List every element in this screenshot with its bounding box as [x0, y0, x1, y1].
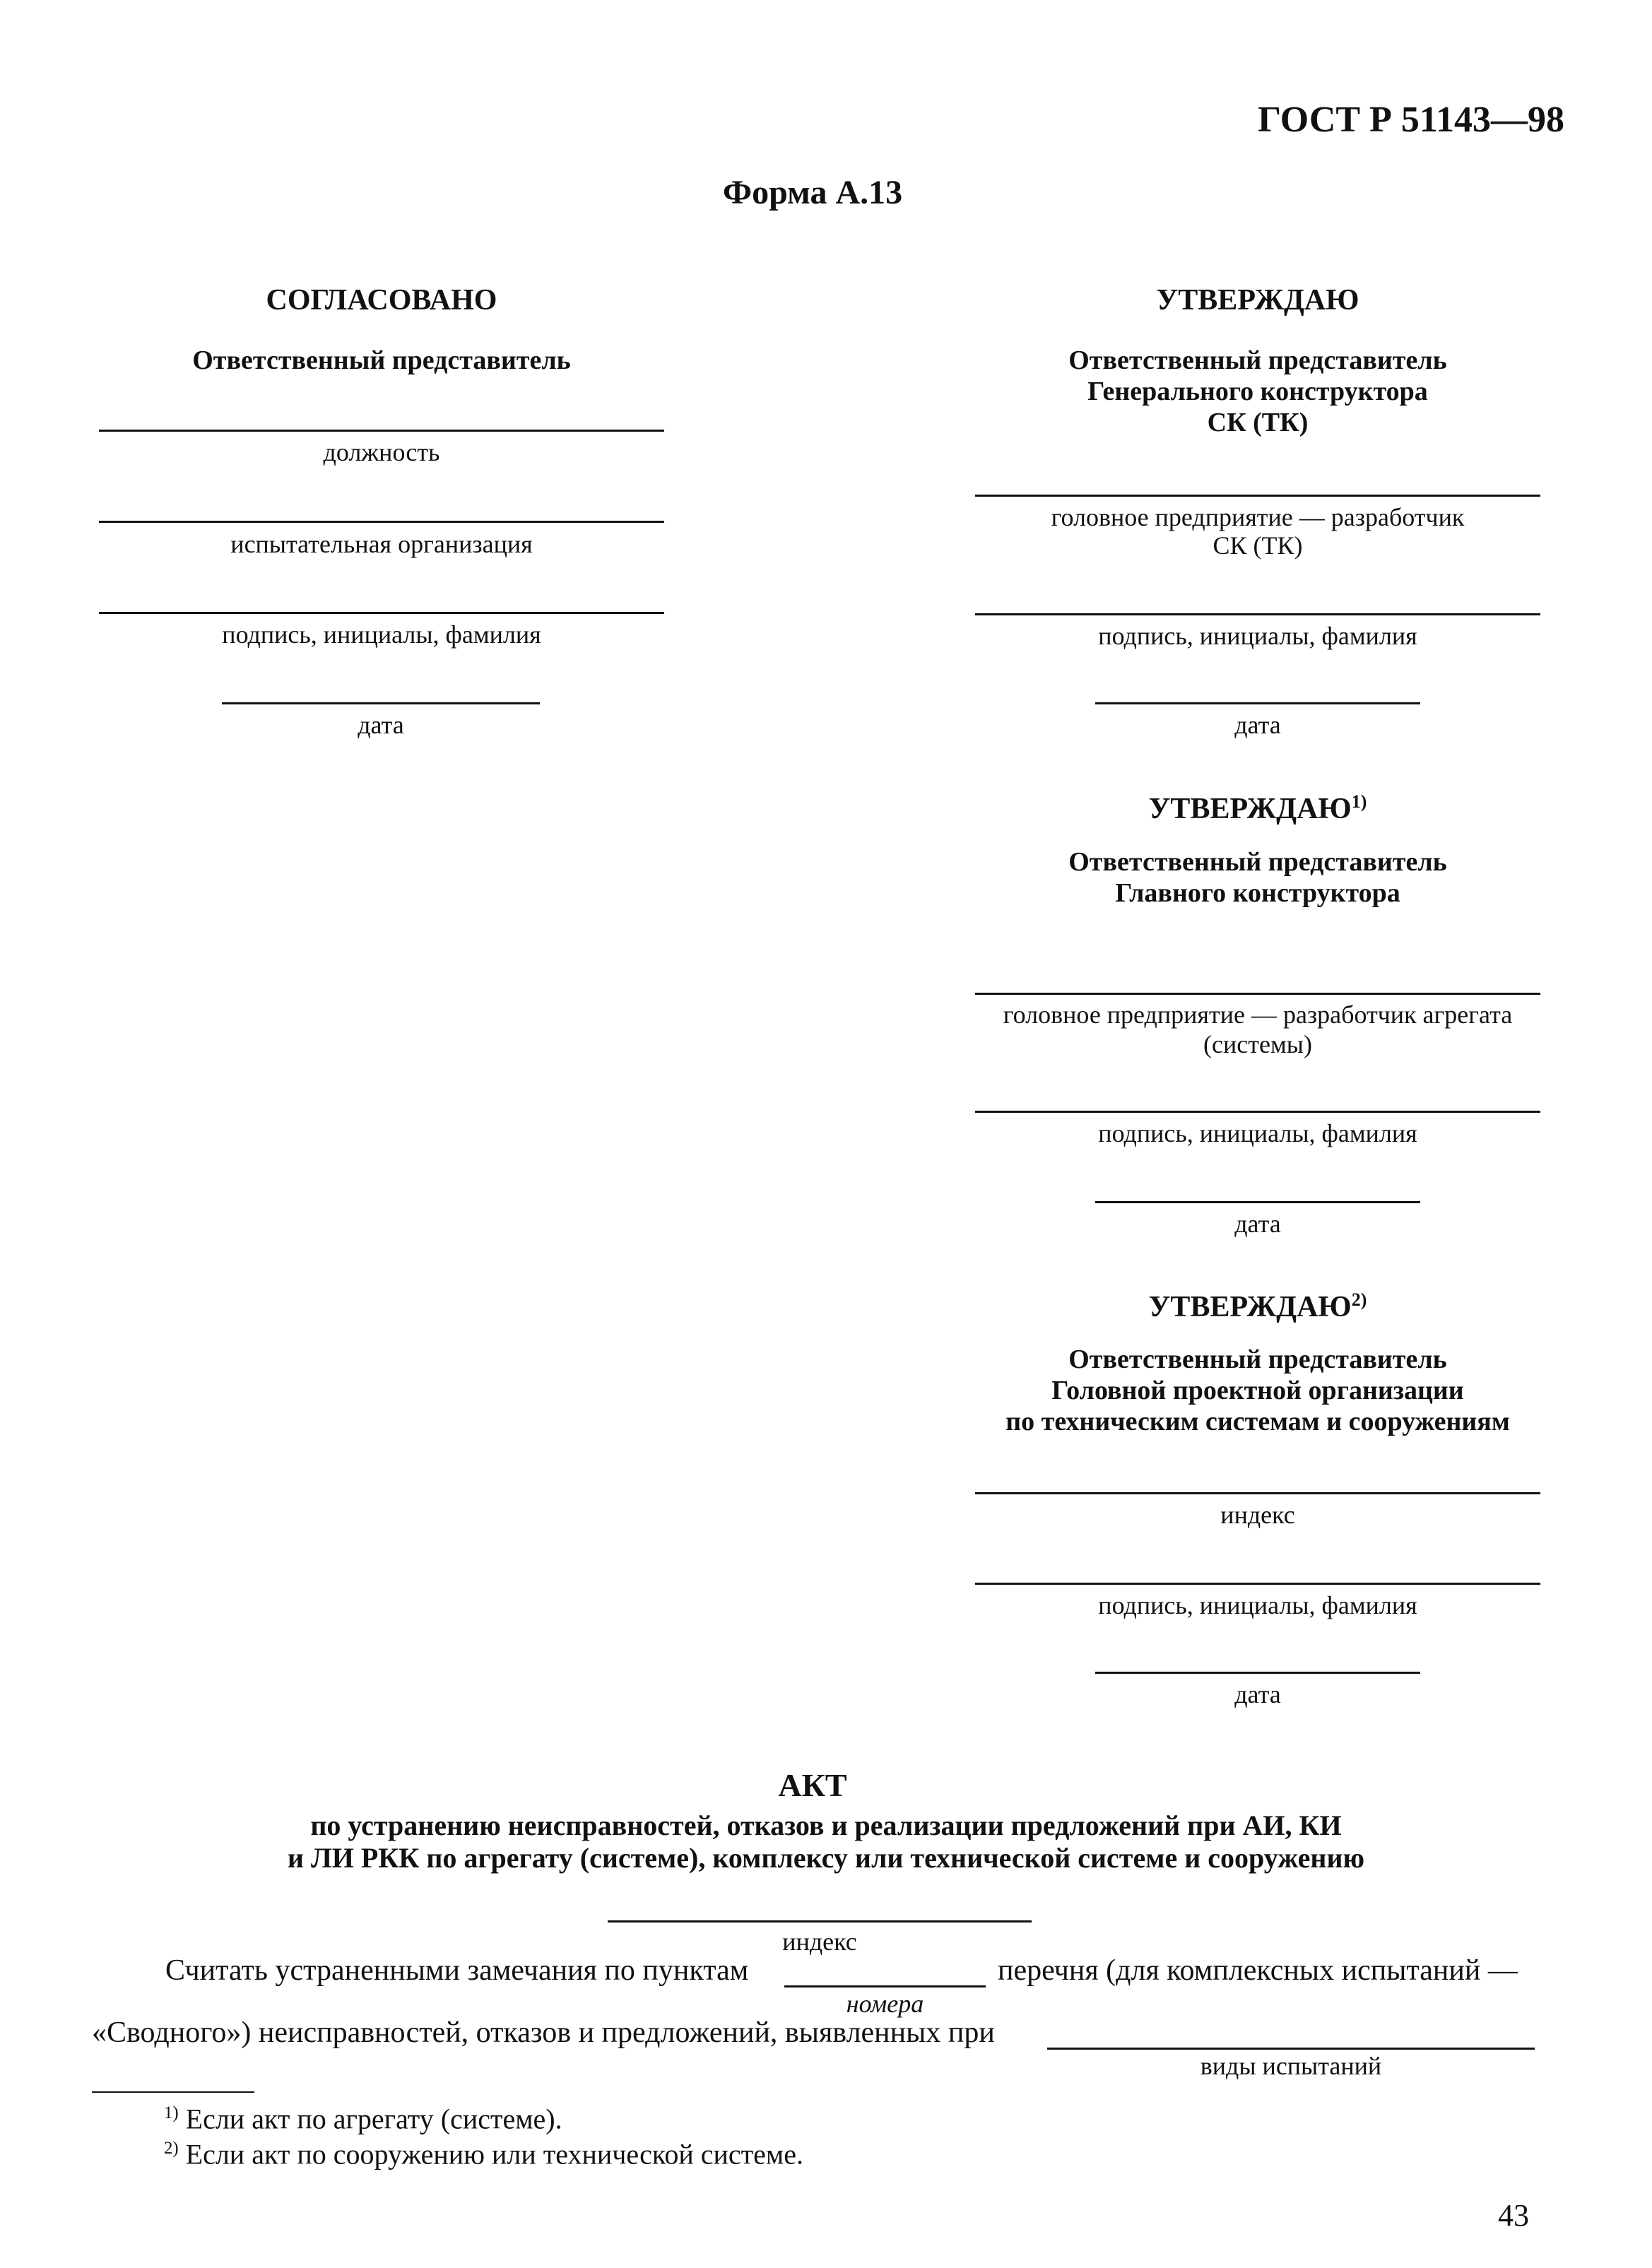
- act-items-field-line[interactable]: [784, 1985, 986, 1988]
- act-text-1a: Считать устраненными замечания по пунктам: [165, 1954, 749, 1987]
- approve-1-sub-line-2: Генерального конструктора: [1087, 377, 1428, 406]
- approve-2-sub-line-1: Ответственный представитель: [1068, 847, 1447, 877]
- act-subtitle-line-2: и ЛИ РКК по агрегату (системе), комплексу или технической системе и сооружению: [287, 1842, 1365, 1874]
- approve-1-sub-line-1: Ответственный представитель: [1068, 345, 1447, 375]
- approve-3-sub-line-1: Ответственный представитель: [1068, 1345, 1447, 1374]
- document-code: ГОСТ Р 51143—98: [1258, 100, 1565, 140]
- approve-2-signature-field-line[interactable]: [975, 1111, 1540, 1113]
- form-title: Форма А.13: [722, 174, 903, 211]
- act-test-types-field-line[interactable]: [1047, 2048, 1535, 2050]
- signature-caption: подпись, инициалы, фамилия: [222, 620, 541, 649]
- approve-3-date-caption: дата: [1234, 1680, 1281, 1708]
- organization-caption: испытательная организация: [230, 530, 533, 558]
- footnote-ref-1: 1): [1351, 791, 1367, 812]
- footnote-2: [164, 2131, 803, 2172]
- date-field-line[interactable]: [222, 702, 540, 704]
- approve-1-org-field-line[interactable]: [975, 495, 1540, 497]
- act-index-field-line[interactable]: [608, 1920, 1032, 1923]
- footnote-2-text: Если акт по сооружению или технической системе.: [185, 2138, 803, 2170]
- act-text-1b: перечня (для комплексных испытаний —: [998, 1954, 1518, 1987]
- approve-heading-1: УТВЕРЖДАЮ: [1156, 284, 1359, 317]
- footnote-1-text: Если акт по агрегату (системе).: [185, 2103, 562, 2135]
- footnote-1-mark: 1): [164, 2103, 179, 2122]
- act-index-caption: индекс: [782, 1927, 857, 1956]
- approve-1-org-caption-2: СК (ТК): [1213, 531, 1303, 560]
- act-subtitle-line-1: по устранению неисправностей, отказов и реализации предложений при АИ, КИ: [310, 1809, 1342, 1841]
- approve-2-org-caption-1: головное предприятие — разработчик агрегата: [1003, 1000, 1513, 1029]
- approve-1-sub-line-3: СК (ТК): [1207, 408, 1309, 437]
- position-field-line[interactable]: [99, 430, 664, 432]
- footnote-2-mark: 2): [164, 2139, 179, 2158]
- approve-2-signature-caption: подпись, инициалы, фамилия: [1098, 1119, 1417, 1147]
- approve-2-org-field-line[interactable]: [975, 993, 1540, 995]
- approve-2-date-caption: дата: [1234, 1210, 1281, 1238]
- approve-3-sub-line-3: по техническим системам и сооружениям: [1005, 1407, 1510, 1436]
- approve-1-org-caption-1: головное предприятие — разработчик: [1051, 503, 1465, 531]
- approve-3-signature-field-line[interactable]: [975, 1583, 1540, 1585]
- act-test-types-caption: виды испытаний: [1200, 2052, 1382, 2080]
- date-caption: дата: [358, 711, 404, 739]
- approve-3-index-caption: индекс: [1220, 1501, 1295, 1529]
- approve-2-org-caption-2: (системы): [1203, 1030, 1312, 1058]
- footnote-ref-2: 2): [1351, 1289, 1367, 1310]
- agreed-heading: СОГЛАСОВАНО: [266, 284, 497, 317]
- act-text-2: «Сводного») неисправностей, отказов и предложений, выявленных при: [92, 2016, 995, 2049]
- signature-field-line[interactable]: [99, 612, 664, 614]
- footnote-divider: [92, 2091, 254, 2093]
- page-number: 43: [1498, 2198, 1529, 2233]
- act-title: АКТ: [778, 1767, 847, 1803]
- approve-1-date-field-line[interactable]: [1095, 702, 1420, 704]
- approve-2-date-field-line[interactable]: [1095, 1201, 1420, 1203]
- approve-3-signature-caption: подпись, инициалы, фамилия: [1098, 1591, 1417, 1619]
- act-numbers-caption: номера: [846, 1990, 924, 2018]
- approve-2-sub-line-2: Главного конструктора: [1115, 878, 1400, 908]
- approve-1-signature-field-line[interactable]: [975, 613, 1540, 615]
- approve-1-date-caption: дата: [1234, 711, 1281, 739]
- approve-3-date-field-line[interactable]: [1095, 1672, 1420, 1674]
- approve-heading-3: УТВЕРЖДАЮ$^{2)}$: [1148, 1289, 1367, 1323]
- approve-1-signature-caption: подпись, инициалы, фамилия: [1098, 622, 1417, 650]
- approve-3-index-field-line[interactable]: [975, 1492, 1540, 1494]
- approve-3-sub-line-2: Головной проектной организации: [1051, 1376, 1464, 1405]
- organization-field-line[interactable]: [99, 521, 664, 523]
- position-caption: должность: [323, 438, 440, 466]
- approve-heading-2: УТВЕРЖДАЮ$^{1)}$: [1148, 791, 1367, 825]
- agreed-subheading: Ответственный представитель: [192, 345, 571, 375]
